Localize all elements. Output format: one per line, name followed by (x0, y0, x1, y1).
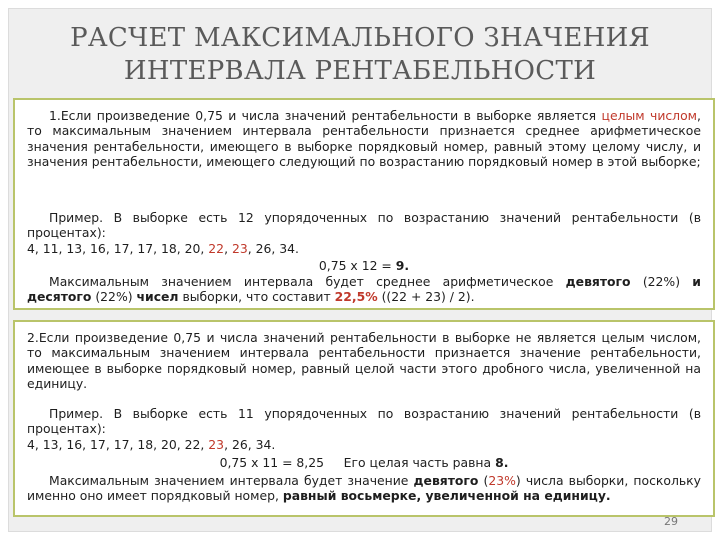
example-1-intro: Пример. В выборке есть 12 упорядоченных по возрастанию значений рентабельности (в процентах): (27, 210, 701, 241)
highlight-integer: целым числом (601, 108, 698, 123)
rule-1-box (13, 98, 715, 310)
page-number: 29 (664, 515, 678, 528)
title-line-2: ИНТЕРВАЛА РЕНТАБЕЛЬНОСТИ (123, 56, 597, 86)
rule-2-text: 2.Если произведение 0,75 и числа значений рентабельности в выборке не является целым числом, то максимальным значением интервала рентабельности признается значение рентабельности, имеющее в выборке порядковый номер, равный целой части этого дробного числа, увеличенной на единицу. (27, 330, 701, 391)
example-1-series: 4, 11, 13, 16, 17, 17, 18, 20, 22, 23, 26, 34. (27, 241, 299, 256)
slide-title (8, 22, 712, 88)
example-2-calculation: 0,75 х 11 = 8,25 Его целая часть равна 8. (219, 455, 509, 470)
rule-1-text: 1.Если произведение 0,75 и числа значений рентабельности в выборке является целым числом, то максимальным значением интервала рентабельности признается среднее арифметическое значения рентабельности, имеющего в выборке порядковый номер, равный этому целому числу, и значения рентабельности, имеющего следующий по возрастанию порядковый номер в этой выборке; (27, 108, 701, 169)
title-line-1: РАСЧЕТ МАКСИМАЛЬНОГО ЗНАЧЕНИЯ (70, 23, 650, 53)
slide (8, 8, 712, 532)
rule-2-box (13, 320, 715, 517)
example-2-intro: Пример. В выборке есть 11 упорядоченных по возрастанию значений рентабельности (в процентах): (27, 406, 701, 437)
example-2-conclusion: Максимальным значением интервала будет значение девятого (23%) числа выборки, поскольку именно оно имеет порядковый номер, равный восьмерке, увеличенной на единицу. (27, 473, 701, 504)
example-2-series: 4, 13, 16, 17, 17, 18, 20, 22, 23, 26, 34. (27, 437, 276, 452)
example-1-conclusion: Максимальным значением интервала будет среднее арифметическое девятого (22%) и десятого (22%) чисел выборки, что составит 22,5% ((22 + 23) / 2). (27, 274, 701, 305)
example-1-calculation: 0,75 х 12 = 9. (318, 258, 410, 273)
